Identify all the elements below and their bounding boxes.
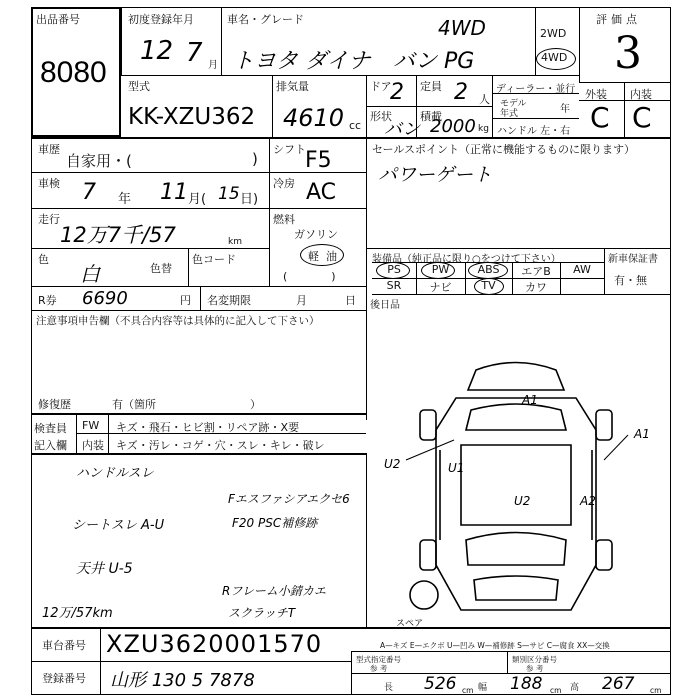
kg-unit: kg	[478, 124, 489, 134]
load-label: 積載	[420, 110, 442, 123]
doors: 2	[390, 80, 404, 105]
comment-7: スクラッチT	[228, 606, 296, 620]
divider	[31, 661, 351, 662]
recycle-yen: 円	[180, 294, 191, 307]
divider	[31, 453, 366, 455]
shift-label: シフト	[273, 143, 306, 156]
sales-point-label: セールスポイント（正常に機能するものに限ります）	[372, 143, 636, 156]
divider	[31, 248, 269, 249]
interior-label: 内装	[630, 88, 652, 101]
divider	[121, 75, 579, 76]
damage-legend: A—キズ E—エクボ U—凹み W—補修跡 S—サビ C—腐食 XX—交換	[380, 641, 610, 650]
equipment-navi: ナビ	[429, 281, 452, 294]
divider	[269, 208, 366, 209]
divider	[492, 118, 579, 119]
model-year-label: モデル	[500, 99, 527, 109]
equipment-abs: ABS	[477, 263, 500, 276]
reference-label-1: 参 考	[370, 664, 388, 673]
divider	[269, 137, 270, 286]
divider	[604, 248, 605, 294]
grade: バン PG	[393, 49, 475, 74]
fuel-label: 燃料	[273, 213, 295, 226]
ac: AC	[306, 180, 337, 205]
divider	[269, 172, 366, 173]
model-label: 型式	[128, 80, 150, 93]
recycle-label: R券	[38, 294, 57, 307]
divider	[221, 7, 222, 75]
divider	[31, 286, 366, 287]
length-label: 長	[384, 683, 394, 693]
comment-8: 12万/57km	[42, 606, 113, 621]
equipment-pw: PW	[431, 263, 450, 276]
car-name: トヨタ ダイナ	[232, 49, 371, 74]
reg-month: 7	[186, 38, 203, 68]
recycle-value: 6690	[82, 288, 128, 309]
vehicle-damage-diagram	[366, 310, 671, 627]
lot-number: 8080	[40, 56, 107, 89]
cc-unit: cc	[349, 119, 362, 132]
repair-value: 有（箇所	[112, 398, 156, 411]
divider	[366, 106, 492, 107]
comment-6: Rフレーム小錆カエ	[222, 584, 326, 598]
fw-label: FW	[82, 419, 100, 432]
equipment-aw: AW	[573, 263, 591, 276]
fuel-circle	[300, 244, 344, 266]
reg-year: 12	[140, 36, 174, 66]
color-label: 色	[38, 253, 49, 266]
divider	[31, 137, 671, 139]
equipment-label: 装備品（純正品に限り○をつけて下さい）	[372, 254, 561, 265]
fuel-gasoline: ガソリン	[294, 228, 338, 241]
history-value: 自家用・(	[66, 152, 132, 170]
spare-label: スペア	[396, 619, 424, 627]
name-change-month: 月	[296, 294, 307, 307]
color: 白	[80, 262, 100, 286]
inspection-year-unit: 年	[118, 192, 132, 207]
subsequent-items-label: 後日品	[370, 300, 400, 311]
diagram-mark: A1	[634, 427, 650, 441]
diagram-mark: A1	[522, 393, 538, 407]
shift: F5	[305, 148, 332, 173]
divider	[416, 75, 417, 106]
fuel-paren: ( )	[283, 270, 336, 283]
height-unit: cm	[650, 686, 662, 695]
ac-label: 冷房	[273, 177, 295, 190]
notes-label: 注意事項申告欄（不具合内容等は具体的に記入して下さい）	[36, 315, 320, 327]
length: 526	[424, 674, 457, 694]
mileage-label: 走行	[38, 213, 60, 226]
equipment-sr: SR	[386, 279, 402, 292]
width: 188	[510, 674, 543, 694]
exterior-label: 外装	[585, 88, 607, 101]
shape-label: 形状	[370, 110, 392, 123]
name-change-label: 名変期限	[207, 294, 251, 307]
equipment-airbag: エアB	[521, 265, 551, 278]
divider	[31, 172, 269, 173]
lot-number-label: 出品番号	[36, 13, 80, 26]
warranty-label: 新車保証書	[608, 254, 658, 265]
sales-point-value: パワーゲート	[378, 164, 493, 186]
chassis-label: 車台番号	[42, 639, 86, 652]
model: KK-XZU362	[128, 104, 256, 130]
divider	[121, 7, 122, 75]
model-year-label-2: 年式	[500, 109, 519, 119]
exterior-grade: C	[590, 101, 610, 134]
divider	[272, 75, 273, 137]
category-label: 類別区分番号	[512, 655, 557, 664]
divider	[492, 75, 493, 137]
diagram-mark: U2	[514, 494, 531, 508]
height-label: 高	[570, 683, 580, 693]
inspector-label-2: 記入欄	[34, 439, 67, 452]
displacement: 4610	[283, 104, 345, 132]
equipment-tv: TV	[481, 279, 496, 292]
divider	[31, 310, 366, 311]
history-label: 車歴	[38, 143, 60, 156]
comment-2: Fエスファシアエクセ6	[228, 492, 350, 506]
fw-text: キズ・飛石・ヒビ割・リペア跡・X要	[116, 421, 300, 434]
registration-number: 山形 130 5 7878	[110, 670, 255, 691]
inspection-month: 11	[160, 180, 188, 205]
inspection-year: 7	[82, 180, 96, 205]
name-change-day: 日	[345, 294, 356, 307]
inspection-label: 車検	[38, 177, 60, 190]
dealer-label: ディーラー・並行	[496, 84, 576, 95]
divider	[351, 651, 671, 652]
registration-label: 登録番号	[42, 672, 86, 685]
inspection-day: 15	[218, 184, 240, 204]
interior-row-label: 内装	[82, 439, 104, 452]
divider	[31, 413, 366, 415]
inspection-month-unit: 月(	[188, 192, 207, 207]
reference-label-2: 参 考	[526, 664, 544, 673]
year-unit: 年	[560, 104, 570, 115]
divider	[492, 93, 579, 94]
color-no-label: 色替	[150, 262, 172, 275]
equipment-ps: PS	[387, 263, 401, 276]
2wd-option: 2WD	[540, 27, 567, 40]
month-unit: 月	[208, 60, 218, 71]
interior-grade: C	[632, 101, 652, 134]
color-code-label: 色コード	[192, 253, 236, 266]
load: 2000	[430, 116, 476, 137]
diagram-mark: U1	[448, 461, 465, 475]
divider	[188, 248, 189, 286]
divider	[579, 7, 580, 82]
divider	[366, 248, 671, 249]
handle-label: ハンドル 左・右	[497, 126, 571, 137]
name-grade-label: 車名・グレード	[227, 13, 304, 26]
mileage: 12万7千/57	[60, 223, 176, 247]
history-close: )	[252, 150, 258, 168]
width-label: 幅	[478, 683, 488, 693]
capacity: 2	[454, 80, 468, 105]
comment-3: F20 PSC補修跡	[232, 516, 318, 530]
shape: バン	[384, 119, 420, 140]
inspection-day-unit: 日)	[240, 192, 259, 207]
repair-label: 修復歴	[38, 398, 71, 411]
divider	[200, 286, 201, 310]
fuel-light: 軽	[308, 250, 319, 263]
comment-1: ハンドルスレ	[76, 466, 154, 481]
drive-type-handwritten: 4WD	[438, 16, 486, 40]
fuel-oil: 油	[326, 250, 337, 263]
width-unit: cm	[550, 686, 562, 695]
capacity-label: 定員	[420, 80, 442, 93]
divider	[31, 208, 269, 209]
comment-5: 天井 U-5	[76, 561, 133, 577]
score-label: 評価点	[596, 13, 641, 26]
divider	[535, 7, 536, 75]
displacement-label: 排気量	[276, 80, 309, 93]
divider	[76, 433, 366, 434]
divider	[31, 627, 671, 629]
person-unit: 人	[479, 93, 490, 106]
divider	[507, 651, 508, 673]
reg-year-label: 初度登録年月	[128, 13, 194, 26]
4wd-option: 4WD	[541, 51, 568, 64]
divider	[579, 82, 671, 83]
divider	[624, 82, 625, 137]
chassis-number: XZU3620001570	[106, 630, 323, 658]
diagram-mark: A2	[580, 494, 596, 508]
type-designation-label: 型式指定番号	[356, 655, 401, 664]
inspector-label-1: 検査員	[34, 422, 67, 435]
length-unit: cm	[462, 686, 474, 695]
repair-close: ）	[250, 398, 261, 411]
divider	[416, 106, 417, 137]
diagram-mark: U2	[384, 457, 401, 471]
equipment-leather: カワ	[525, 281, 547, 294]
interior-row-text: キズ・汚レ・コゲ・穴・スレ・キレ・破レ	[116, 439, 325, 452]
doors-label: ドア	[370, 80, 392, 93]
warranty-options: 有・無	[614, 274, 647, 287]
km-unit: km	[228, 237, 242, 247]
comment-4: シートスレ A-U	[72, 518, 165, 533]
score: 3	[614, 28, 642, 79]
height: 267	[602, 674, 635, 694]
